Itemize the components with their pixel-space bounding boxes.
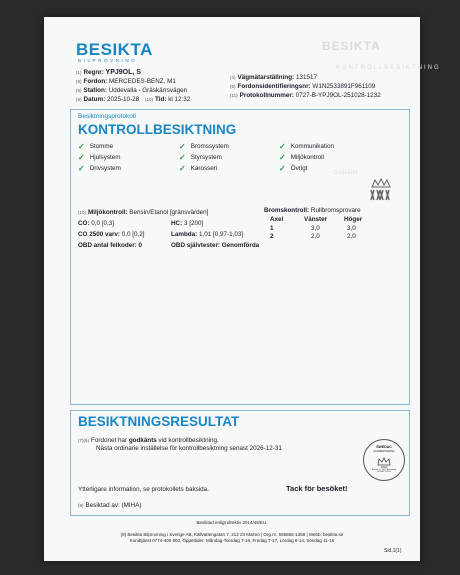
protocol-info [230,73,415,100]
swedac-seal: SWEDAC ACKREDITERING 1010 Ackred. nr. 1010 Besiktning ISO/IEC 17020 [363,439,405,481]
additional-info: Ytterligare information, se protokollets baksida. [78,486,209,493]
vin-row: (5) Fordonsidentifieringsnr: W1N2533891F961109 [230,83,376,90]
page-number: Sid.1(1) [384,548,402,554]
datum-row: (5) Datum: 2025-10-28 [76,96,140,103]
co2500-value: CO 2500 varv: 0,0 [0,2] [78,231,145,238]
check-karosseri: ✓ Karosseri [179,164,218,173]
brake-table-row: 1 3,0 3,0 [270,224,356,232]
result-line-1: (7)(8) Fordonet har godkänts vid kontrollbesiktning. [78,437,219,444]
co-value: CO: 0,0 [0,3] [78,220,115,227]
result-box [70,410,410,516]
checkmark-icon: ✓ [279,142,286,151]
bromskontroll-header: Bromskontroll: Rullbromsprovare [264,207,361,214]
brake-table-row: 2 2,0 2,0 [270,233,356,240]
check-bromssystem: ✓ Bromssystem [179,142,229,151]
hc-value: HC: 3 [200] [171,220,204,227]
check-column-3 [279,141,334,174]
checkmark-icon: ✓ [279,153,286,162]
customer-service-hours: Kundtjänst 0774-400 800, Öppettider: Måndag-Torsdag 7-18, Fredag 7-17, Lördag 8-14, Söndag 11-16 [129,538,335,543]
company-info: (9) Besikta Bilprovning i Sverige AB, Källvattengatan 7, 212 23 Malmö | Org.nr: 556865-1359 | Webb: besikta.se [120,532,344,537]
check-ovrigt: ✓ Övrigt [279,164,308,173]
crown-icon [377,454,391,464]
check-column-2 [179,141,229,174]
result-line-2: Nästa ordinarie inställelse för kontrollbesiktning senast 2026-12-31 [96,445,282,452]
crown-emblem-icon [366,176,396,206]
check-kommunikation: ✓ Kommunikation [279,142,335,151]
check-hjulsystem: ✓ Hjulsystem [78,153,121,162]
check-drivsystem: ✓ Drivsystem [78,164,121,173]
protocol-title: KONTROLLBESIKTNING [78,122,237,137]
ghost-text: Godkänd [333,170,358,176]
odometer-row: (4) Vägmätarställning: 131517 [230,74,317,81]
besikta-logo-subtitle: BILPROVNING [78,58,138,63]
checkmark-icon: ✓ [78,164,85,173]
protocol-box [70,109,410,405]
directive-text: Besiktad enligt direktiv 2014/45/EU. [196,520,268,525]
protocol-subtitle: Besiktningsprotokoll [78,113,136,120]
check-stomme: ✓ Stomme [78,142,114,151]
ghost-logo: BESIKTA [322,39,381,53]
obd-selftests: OBD självtester: Genomförda [171,242,260,249]
brake-table [267,216,377,242]
lambda-value: Lambda: 1,01 [0,97-1,03] [171,231,244,238]
regnr-row: (1) Regnr: YPJ9OL, S [76,69,141,76]
checkmark-icon: ✓ [279,164,286,173]
protocol-number-row: (11) Protokollnummer: 0727-B-YPJ9OL-251028-1232 [230,92,381,99]
checkmark-icon: ✓ [179,153,186,162]
besikta-logo: BESIKTA [76,40,153,59]
checkmark-icon: ✓ [78,153,85,162]
check-miljokontroll: ✓ Miljökontroll [279,153,324,162]
tid-row: (10) Tid: kl 12:32 [145,96,191,103]
checkmark-icon: ✓ [78,142,85,151]
thanks-text: Tack för besöket! [286,484,348,493]
inspection-protocol-page [44,17,441,561]
fordon-row: (5) Fordon: MERCEDES-BENZ, M1 [76,78,176,85]
check-styrsystem: ✓ Styrsystem [179,153,222,162]
checkmark-icon: ✓ [179,142,186,151]
station-row: (5) Station: Uddevalla - Gräskärrsvägen [76,87,188,94]
brake-table-header: Axel Vänster Höger [270,216,363,223]
result-title: BESIKTNINGSRESULTAT [78,414,240,429]
ghost-logo-subtitle: KONTROLLBESIKTNING [336,65,441,71]
check-column-1 [78,141,121,174]
obd-faultcodes: OBD antal felkoder: 0 [78,242,143,249]
checkmark-icon: ✓ [179,164,186,173]
miljokontroll-header: (10) Miljökontroll: Bensin/Etanol [gränsvärden] [78,209,209,216]
inspected-by: (9) Besiktad av: (MIHA) [78,502,142,509]
